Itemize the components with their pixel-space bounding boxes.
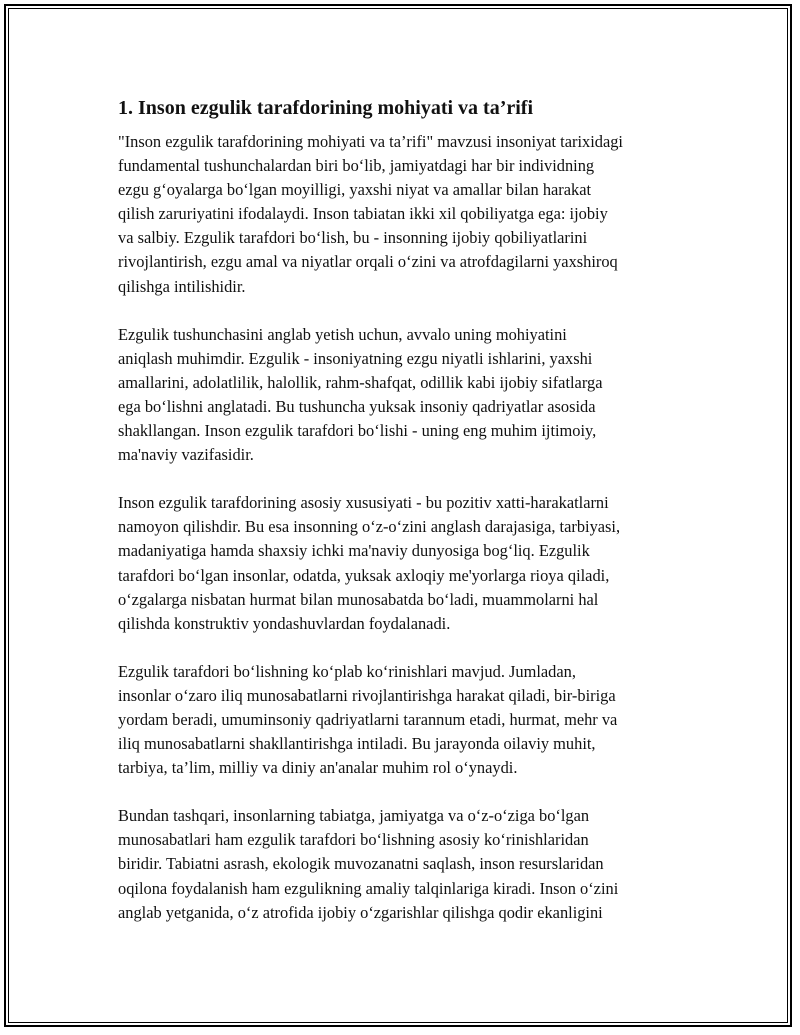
paragraph-line: namoyon qilishdir. Bu esa insonning o‘z-o‘zini anglash darajasiga, tarbiyasi,	[118, 517, 621, 537]
paragraph-line: fundamental tushunchalardan biri bo‘lib, jamiyatdagi har bir individning	[118, 156, 595, 176]
body-paragraph	[118, 323, 698, 468]
paragraph-line: insonlar o‘zaro iliq munosabatlarni rivojlantirishga harakat qiladi, bir-biriga	[118, 685, 616, 705]
document-body	[118, 95, 698, 949]
body-paragraph	[118, 660, 698, 780]
paragraph-line: shakllangan. Inson ezgulik tarafdori bo‘lishi - uning eng muhim ijtimoiy,	[118, 421, 597, 441]
body-paragraph	[118, 804, 698, 924]
paragraph-line: biridir. Tabiatni asrash, ekologik muvozanatni saqlash, inson resurslaridan	[118, 854, 604, 874]
paragraph-line: Inson ezgulik tarafdorining asosiy xususiyati - bu pozitiv xatti-harakatlarni	[118, 493, 609, 513]
paragraph-line: qilishga intilishidir.	[118, 276, 246, 296]
paragraph-line: Bundan tashqari, insonlarning tabiatga, jamiyatga va o‘z-o‘ziga bo‘lgan	[118, 806, 590, 826]
paragraph-line: Ezgulik tarafdori bo‘lishning ko‘plab ko‘rinishlari mavjud. Jumladan,	[118, 661, 576, 681]
paragraph-line: "Inson ezgulik tarafdorining mohiyati va ta’rifi" mavzusi insoniyat tarixidagi	[118, 132, 623, 151]
paragraph-line: madaniyatiga hamda shaxsiy ichki ma'naviy dunyosiga bog‘liq. Ezgulik	[118, 541, 590, 561]
paragraph-line: qilishda konstruktiv yondashuvlardan foydalanadi.	[118, 613, 451, 633]
paragraph-list	[118, 130, 698, 925]
paragraph-line: amallarini, adolatlilik, halollik, rahm-shafqat, odillik kabi ijobiy sifatlarga	[118, 372, 603, 392]
paragraph-line: qilish zaruriyatini ifodalaydi. Inson tabiatan ikki xil qobiliyatga ega: ijobiy	[118, 204, 608, 224]
paragraph-line: munosabatlari ham ezgulik tarafdori bo‘lishning asosiy ko‘rinishlaridan	[118, 830, 589, 850]
paragraph-line: ezgu g‘oyalarga bo‘lgan moyilligi, yaxshi niyat va amallar bilan harakat	[118, 180, 592, 200]
paragraph-line: aniqlash muhimdir. Ezgulik - insoniyatning ezgu niyatli ishlarini, yaxshi	[118, 348, 593, 368]
paragraph-line: ega bo‘lishni anglatadi. Bu tushuncha yuksak insoniy qadriyatlar asosida	[118, 396, 596, 416]
paragraph-line: anglab yetganida, o‘z atrofida ijobiy o‘zgarishlar qilishga qodir ekanligini	[118, 902, 603, 922]
paragraph-line: va salbiy. Ezgulik tarafdori bo‘lish, bu - insonning ijobiy qobiliyatlarini	[118, 228, 588, 248]
body-paragraph	[118, 130, 698, 299]
paragraph-line: rivojlantirish, ezgu amal va niyatlar orqali o‘zini va atrofdagilarni yaxshiroq	[118, 252, 618, 272]
paragraph-line: ma'naviy vazifasidir.	[118, 445, 254, 465]
paragraph-line: iliq munosabatlarni shakllantirishga intiladi. Bu jarayonda oilaviy muhit,	[118, 734, 596, 754]
paragraph-line: Ezgulik tushunchasini anglab yetish uchun, avvalo uning mohiyatini	[118, 324, 567, 344]
section-heading: 1. Inson ezgulik tarafdorining mohiyati va ta’rifi	[118, 97, 534, 119]
paragraph-line: o‘zgalarga nisbatan hurmat bilan munosabatda bo‘ladi, muammolarni hal	[118, 589, 599, 609]
body-paragraph	[118, 491, 698, 636]
paragraph-line: tarbiya, ta’lim, milliy va diniy an'analar muhim rol o‘ynaydi.	[118, 758, 518, 778]
paragraph-line: yordam beradi, umuminsoniy qadriyatlarni tarannum etadi, hurmat, mehr va	[118, 709, 618, 729]
paragraph-line: tarafdori bo‘lgan insonlar, odatda, yuksak axloqiy me'yorlarga rioya qiladi,	[118, 565, 610, 585]
paragraph-line: oqilona foydalanish ham ezgulikning amaliy talqinlariga kiradi. Inson o‘zini	[118, 878, 619, 898]
